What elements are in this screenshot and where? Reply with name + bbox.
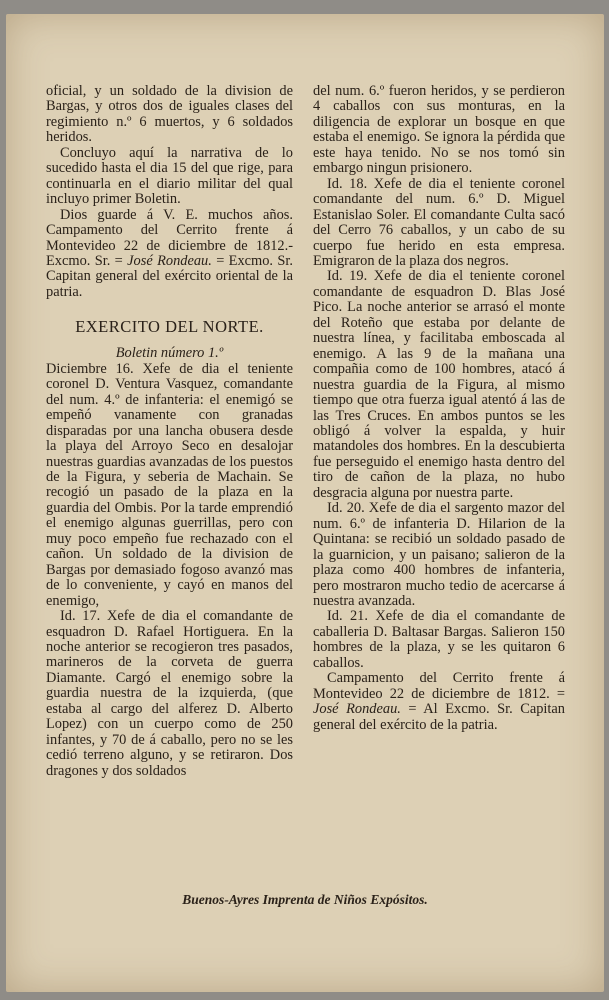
closing-text: Dios guarde á V. E. muchos años. Campamento del Cerrito frente á Montevideo 22 de diciembre de 1812.- Excmo. Sr. =	[46, 206, 293, 269]
left-column	[46, 84, 293, 779]
paragraph: del num. 6.º fueron heridos, y se perdieron 4 caballos con sus monturas, en la diligencia de explorar un bosque en que estaba el enemigo. Se ignora la pérdida que este haya tenido. No se nos tomó sin embargo ningun prisionero.	[313, 83, 565, 177]
paragraph: Id. 18. Xefe de dia el teniente coronel comandante del num. 6.º D. Miguel Estanislao Soler. El comandante Culta sacó del Cerro 76 caballos, y un cabo de su cuerpo fue herido en esta empresa. Emigraron de la plaza dos negros.	[313, 175, 565, 269]
paragraph: Diciembre 16. Xefe de dia el teniente coronel D. Ventura Vasquez, comandante del num. 4.º de infanteria: el enemigó se empeñó vanamente con granadas disparadas por una lancha obusera desde la playa del Arroyo Seco en desalojar nuestras guardias avanzadas de los puestos de la Figura, y seberia de Machain. Se recogió un pasado de la plaza en la guardia del Ombis. Por la tarde emprendió el enemigo algunas guerrillas, pero con muy poco empeño fue rechazado con el cañon. Un soldado de la division de Bargas por demasiado fogoso avanzó mas de lo conveniente, y cayó en manos del enemigo,	[46, 360, 293, 609]
section-heading: EXERCITO DEL NORTE.	[75, 317, 264, 337]
bulletin-title: Boletin número 1.º	[115, 345, 224, 362]
right-column	[313, 84, 565, 733]
paragraph: oficial, y un soldado de la division de Bargas, y otros dos de iguales clases del regimiento n.º 6 muertos, y 6 soldados heridos.	[46, 83, 293, 146]
paragraph: Id. 19. Xefe de dia el teniente coronel comandante de esquadron D. Blas José Pico. La noche anterior se arrasó el monte del Roteño que estaba por delante de nuestra línea, y facilitaba emboscada al enemigo. A las 9 de la mañana una compañia como de 100 hombres, atacó á nuestra guardia de la Figura, al mismo tiempo que otra fuerza igual atentó á las de las Tres Cruces. En ambos puntos se les obligó á volver la espalda, y huir matandoles dos hombres. En la descubierta fue perseguido el enemigo hasta dentro del tiro de cañon de la plaza, no hubo desgracia alguna por nuestra parte.	[313, 268, 565, 501]
newspaper-page	[6, 14, 604, 992]
paragraph: Concluyo aquí la narrativa de lo sucedido hasta el dia 15 del que rige, para continuarla en el diario militar del qual incluyo primer Boletin.	[46, 144, 293, 208]
closing-text: Campamento del Cerrito frente á Montevideo 22 de diciembre de 1812. =	[313, 670, 565, 702]
closing-text-end: = Excmo. Sr. Capitan general del exército oriental de la patria.	[46, 252, 293, 300]
paragraph: Id. 20. Xefe de dia el sargento mazor del num. 6.º de infanteria D. Hilarion de la Quintana: se recibió un soldado pasado de la guarnicion, y un paisano; salieron de la plaza como 400 hombres de infanteria, pero mostraron mucho tedio de acercarse á nuestra avanzada.	[313, 500, 565, 609]
signature-name: José Rondeau.	[313, 701, 401, 718]
closing-paragraph	[313, 671, 565, 733]
printer-imprint: Buenos-Ayres Imprenta de Niños Expósitos.	[182, 892, 428, 907]
closing-paragraph	[46, 208, 293, 301]
paragraph: Id. 21. Xefe de dia el comandante de caballeria D. Baltasar Bargas. Salieron 150 hombres de la plaza, y se les quitaron 6 caballos.	[313, 608, 565, 671]
closing-text-end: = Al Excmo. Sr. Capitan general del exército de la patria.	[313, 701, 566, 733]
signature-name: José Rondeau.	[127, 252, 212, 269]
paragraph: Id. 17. Xefe de dia el comandante de esquadron D. Rafael Hortiguera. En la noche anterior se recogieron tres pasados, marineros de la corveta de guerra Diamante. Cargó el enemigo sobre la guardia nuestra de la izquierda, (que estaba al cargo del alferez D. Alberto Lopez) con un cuerpo como de 250 infantes, y 70 de á caballo, pero no se les cedió terreno alguno, y se retiraron. Dos dragones y dos soldados	[46, 608, 293, 779]
